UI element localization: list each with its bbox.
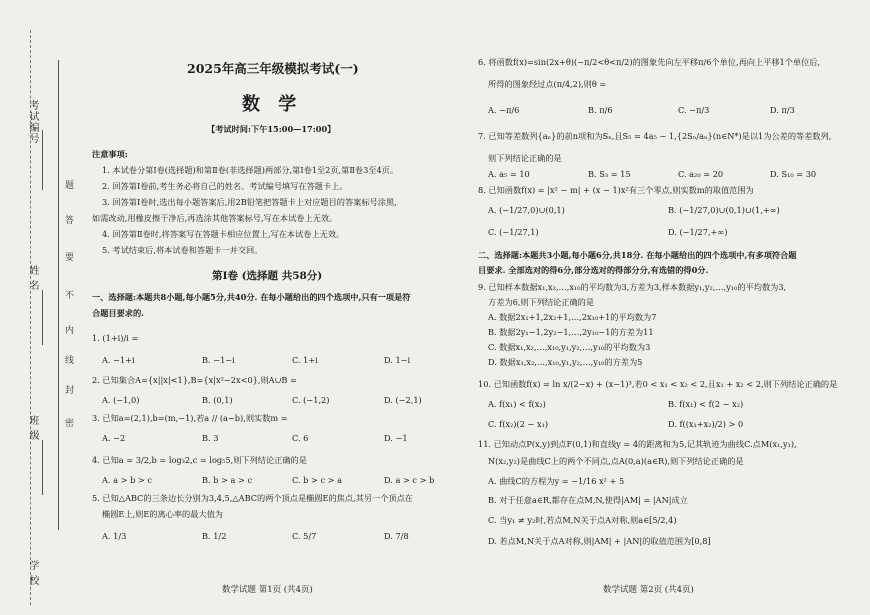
question-stem: 1. (1+i)/i =	[92, 333, 139, 343]
seal-char: 答	[63, 215, 73, 224]
option: A. 数据2x₁+1,2x₂+1,…,2x₁₀+1的平均数为7	[488, 312, 657, 322]
option: C. (−1,2)	[292, 395, 330, 405]
note-line: 2. 回答第Ⅰ卷前,考生务必将自己的姓名、考试编号填写在答题卡上。	[102, 181, 348, 191]
seal-char: 内	[63, 325, 73, 334]
option: C. f(x₂)(2 − x₁)	[488, 419, 549, 429]
option: D. (−1/27,+∞)	[668, 227, 728, 237]
option: B. b > a > c	[202, 475, 253, 485]
seal-line	[58, 60, 59, 530]
option: C. 5/7	[292, 531, 317, 541]
question-stem: 方差为6,则下列结论正确的是	[488, 297, 595, 307]
seal-char: 封	[63, 385, 73, 394]
option: B. (0,1)	[202, 395, 233, 405]
option: A. f(x₁) < f(x₂)	[488, 399, 546, 409]
question-stem: 所得的图象经过点(π/4,2),则θ =	[488, 79, 607, 89]
section2-intro: 目要求. 全部选对的得6分,部分选对的得部分分,有选错的得0分.	[478, 265, 709, 275]
note-line: 3. 回答第Ⅰ卷时,选出每小题答案后,用2B铅笔把答题卡上对应题目的答案标号涂黑,	[102, 197, 397, 207]
seal-char: 要	[63, 252, 73, 261]
question-stem: 则下列结论正确的是	[488, 153, 562, 163]
option: B. 1/2	[202, 531, 227, 541]
exam-time: 【考试时间:下午15:00—17:00】	[207, 124, 336, 134]
class-blank	[42, 440, 43, 495]
exam-number-label: 考试编号	[27, 100, 38, 144]
option: C. b > c > a	[292, 475, 343, 485]
question-stem: 4. 已知a = 3/2,b = log₃2,c = log₅5,则下列结论正确的是	[92, 455, 307, 465]
option: D. 数据x₁,x₂,…,x₁₀,y₁,y₂,…,y₁₀的方差为5	[488, 357, 643, 367]
name-blank	[42, 290, 43, 345]
option: A. 曲线C的方程为y = −1/16 x² + 5	[488, 476, 625, 486]
question-stem: N(x₂,y₂)是曲线C上的两个不同点,点A(0,a)(a∈R),则下列结论正确的是	[488, 456, 744, 466]
section1-intro: 合题目要求的.	[92, 308, 144, 318]
question-stem: 10. 已知函数f(x) = ln x/(2−x) + (x−1)³,若0 < x₁ < x₂ < 2,且x₁ + x₂ < 2,则下列结论正确的是	[478, 379, 838, 389]
option: B. f(x₁) < f(2 − x₂)	[668, 399, 744, 409]
class-label: 班 级	[27, 415, 38, 442]
option: B. 3	[202, 433, 219, 443]
question-stem: 6. 将函数f(x)=sin(2x+θ)(−π/2<θ<π/2)的图象先向左平移π/6个单位,再向上平移1个单位后,	[478, 57, 821, 67]
option: B. π/6	[588, 105, 613, 115]
option: A. a₅ = 10	[488, 169, 530, 179]
option: A. −2	[102, 433, 126, 443]
option: A. a > b > c	[102, 475, 152, 485]
question-stem: 11. 已知动点P(x,y)到点F(0,1)和直线y = 4的距离和为5,记其轨迹为曲线C.点M(x₁,y₁),	[478, 439, 797, 449]
seal-char: 线	[63, 355, 73, 364]
page-footer: 数学试题 第2页 (共4页)	[603, 585, 694, 595]
exam-number-blank	[42, 130, 43, 190]
section1-intro: 一、选择题:本题共8小题,每小题5分,共40分. 在每小题给出的四个选项中,只有一项是符	[92, 292, 411, 302]
option: B. 数据2y₁−1,2y₂−1,…,2y₁₀−1的方差为11	[488, 327, 654, 337]
page-footer: 数学试题 第1页 (共4页)	[222, 585, 313, 595]
option: D. a > c > b	[384, 475, 435, 485]
seal-char: 密	[63, 418, 73, 427]
question-stem: 8. 已知函数f(x) = |x² − m| + (x − 1)x²有三个零点,则实数m的取值范围为	[478, 185, 754, 195]
question-stem: 椭圆E上,则E的离心率的最大值为	[102, 509, 223, 519]
name-label: 姓 名	[27, 265, 38, 292]
option: C. a₂₀ = 20	[678, 169, 724, 179]
exam-title: 2025年高三年级模拟考试(一)	[187, 61, 359, 76]
option: C. 数据x₁,x₂,…,x₁₀,y₁,y₂,…,y₁₀的平均数为3	[488, 342, 651, 352]
option: D. 7/8	[384, 531, 409, 541]
question-stem: 9. 已知样本数据x₁,x₂,…,x₁₀的平均数为3,方差为3,样本数据y₁,y₂,…,y₁₀的平均数为3,	[478, 282, 787, 292]
option: A. −1+i	[102, 355, 135, 365]
section2-intro: 二、选择题:本题共3小题,每小题6分,共18分. 在每小题给出的四个选项中,有多项符合题	[478, 250, 797, 260]
option: D. 若点M,N关于点A对称,则|AM| + |AN|的取值范围为[0,8]	[488, 536, 711, 546]
question-stem: 7. 已知等差数列{aₙ}的前n项和为Sₙ,且S₅ = 4a₅ − 1,{2Sₙ/aₙ}(n∈N*)是以1为公差的等差数列,	[478, 131, 832, 141]
question-stem: 5. 已知△ABC的三条边长分别为3,4,5,△ABC的两个顶点是椭圆E的焦点,其另一个顶点在	[92, 493, 413, 503]
seal-char: 题	[63, 180, 73, 189]
option: B. −1−i	[202, 355, 235, 365]
option: C. 1+i	[292, 355, 318, 365]
option: C. −π/3	[678, 105, 710, 115]
option: C. 6	[292, 433, 309, 443]
seal-char: 不	[63, 290, 73, 299]
option: D. 1−i	[384, 355, 411, 365]
option: D. f((x₁+x₂)/2) > 0	[668, 419, 744, 429]
option: A. −π/6	[488, 105, 520, 115]
school-label: 学 校	[27, 560, 38, 587]
option: D. S₁₀ = 30	[770, 169, 817, 179]
option: A. (−1/27,0)∪(0,1)	[488, 205, 565, 215]
option: D. (−2,1)	[384, 395, 422, 405]
option: D. −1	[384, 433, 408, 443]
note-line: 5. 考试结束后,将本试卷和答题卡一并交回。	[102, 245, 263, 255]
question-stem: 3. 已知a=(2,1),b=(m,−1),若a // (a−b),则实数m =	[92, 413, 288, 423]
option: B. S₃ = 15	[588, 169, 631, 179]
option: C. 当y₁ ≠ y₂时,若点M,N关于点A对称,则a∈[5/2,4)	[488, 515, 677, 525]
option: A. 1/3	[102, 531, 127, 541]
option: C. (−1/27,1)	[488, 227, 539, 237]
note-line: 如需改动,用橡皮擦干净后,再选涂其他答案标号,写在本试卷上无效。	[92, 213, 338, 223]
binding-margin	[0, 0, 88, 615]
question-stem: 2. 已知集合A={x||x|<1},B={x|x²−2x<0},则A∪B =	[92, 375, 297, 385]
option: B. 对于任意a∈R,都存在点M,N,使得|AM| = |AN|成立	[488, 495, 688, 505]
option: D. π/3	[770, 105, 795, 115]
note-line: 1. 本试卷分第Ⅰ卷(选择题)和第Ⅱ卷(非选择题)两部分,第Ⅰ卷1至2页,第Ⅱ卷3至4页。	[102, 165, 399, 175]
subject-title: 数 学	[242, 94, 303, 115]
notes-heading: 注意事项:	[92, 149, 128, 159]
option: A. (−1,0)	[102, 395, 140, 405]
option: B. (−1/27,0)∪(0,1)∪(1,+∞)	[668, 205, 780, 215]
note-line: 4. 回答第Ⅱ卷时,将答案写在答题卡相应位置上,写在本试卷上无效。	[102, 229, 345, 239]
section1-title: 第Ⅰ卷 (选择题 共58分)	[212, 270, 323, 282]
